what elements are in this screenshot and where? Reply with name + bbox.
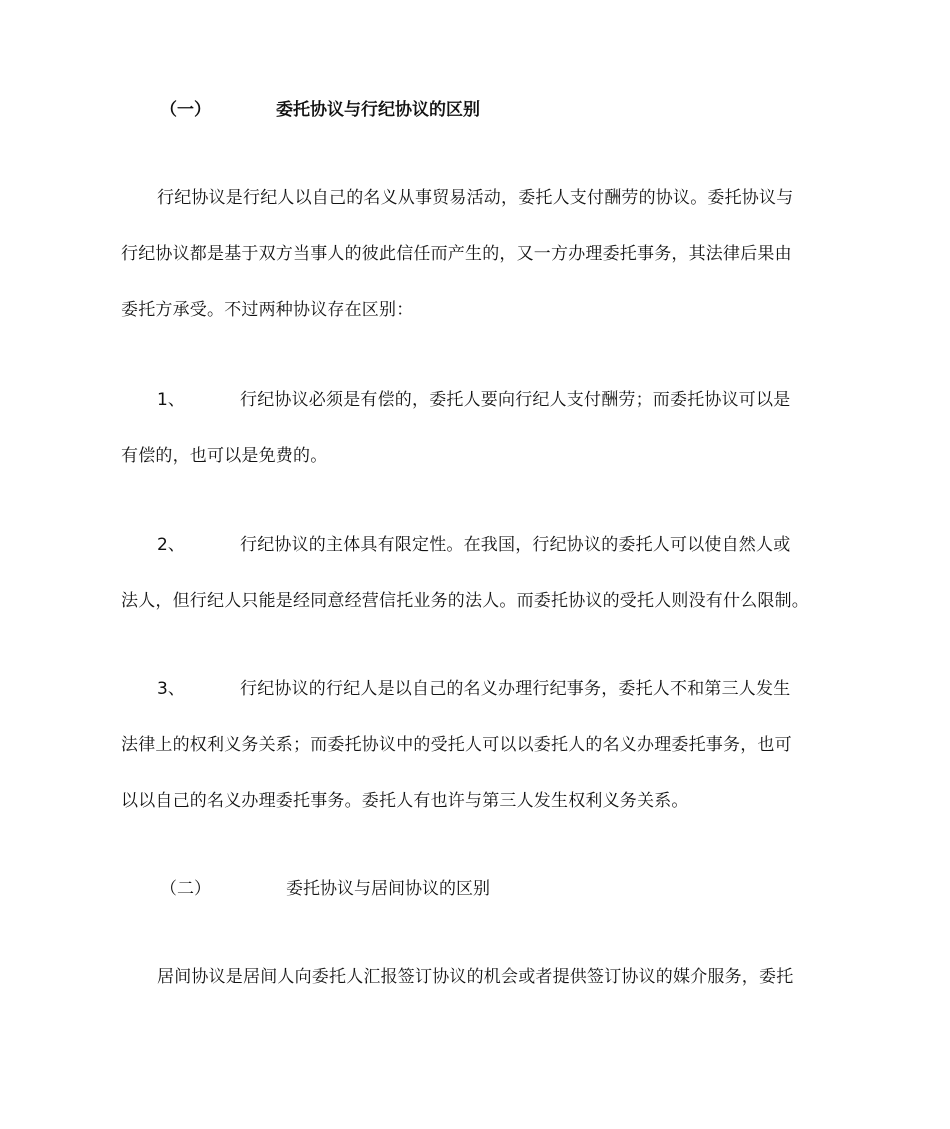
list-item-number-2: 2、 [157,535,185,555]
section-number-2: （二） [160,879,211,899]
para1-line-3: 委托方承受。不过两种协议存在区别： [121,300,414,320]
para1-line-1: 行纪协议是行纪人以自己的名义从事贸易活动，委托人支付酬劳的协议。委托协议与 [157,188,794,208]
list-item-3-line-2: 法律上的权利义务关系；而委托协议中的受托人可以以委托人的名义办理委托事务，也可 [121,735,792,755]
list-item-2-line-1: 行纪协议的主体具有限定性。在我国，行纪协议的委托人可以使自然人或 [240,535,791,555]
list-item-1-line-2: 有偿的，也可以是免费的。 [121,446,328,466]
section-heading-2 [160,878,560,900]
para2-line-1: 居间协议是居间人向委托人汇报签订协议的机会或者提供签订协议的媒介服务，委托 [157,967,794,987]
list-item-3-line-3: 以以自己的名义办理委托事务。委托人有也许与第三人发生权利义务关系。 [121,791,689,811]
section-number-1: （一） [160,100,211,120]
section-title-2: 委托协议与居间协议的区别 [286,879,490,899]
list-item-number-3: 3、 [157,679,185,699]
para1-line-2: 行纪协议都是基于双方当事人的彼此信任而产生的，又一方办理委托事务，其法律后果由 [121,244,792,264]
section-title-1: 委托协议与行纪协议的区别 [276,100,480,120]
list-item-number-1: 1、 [157,390,185,410]
list-item-2-line-2: 法人，但行纪人只能是经同意经营信托业务的法人。而委托协议的受托人则没有什么限制。 [121,591,809,611]
list-item-3-line-1: 行纪协议的行纪人是以自己的名义办理行纪事务，委托人不和第三人发生 [240,679,791,699]
list-item-1-line-1: 行纪协议必须是有偿的，委托人要向行纪人支付酬劳；而委托协议可以是 [240,390,791,410]
section-heading-1 [160,99,560,121]
